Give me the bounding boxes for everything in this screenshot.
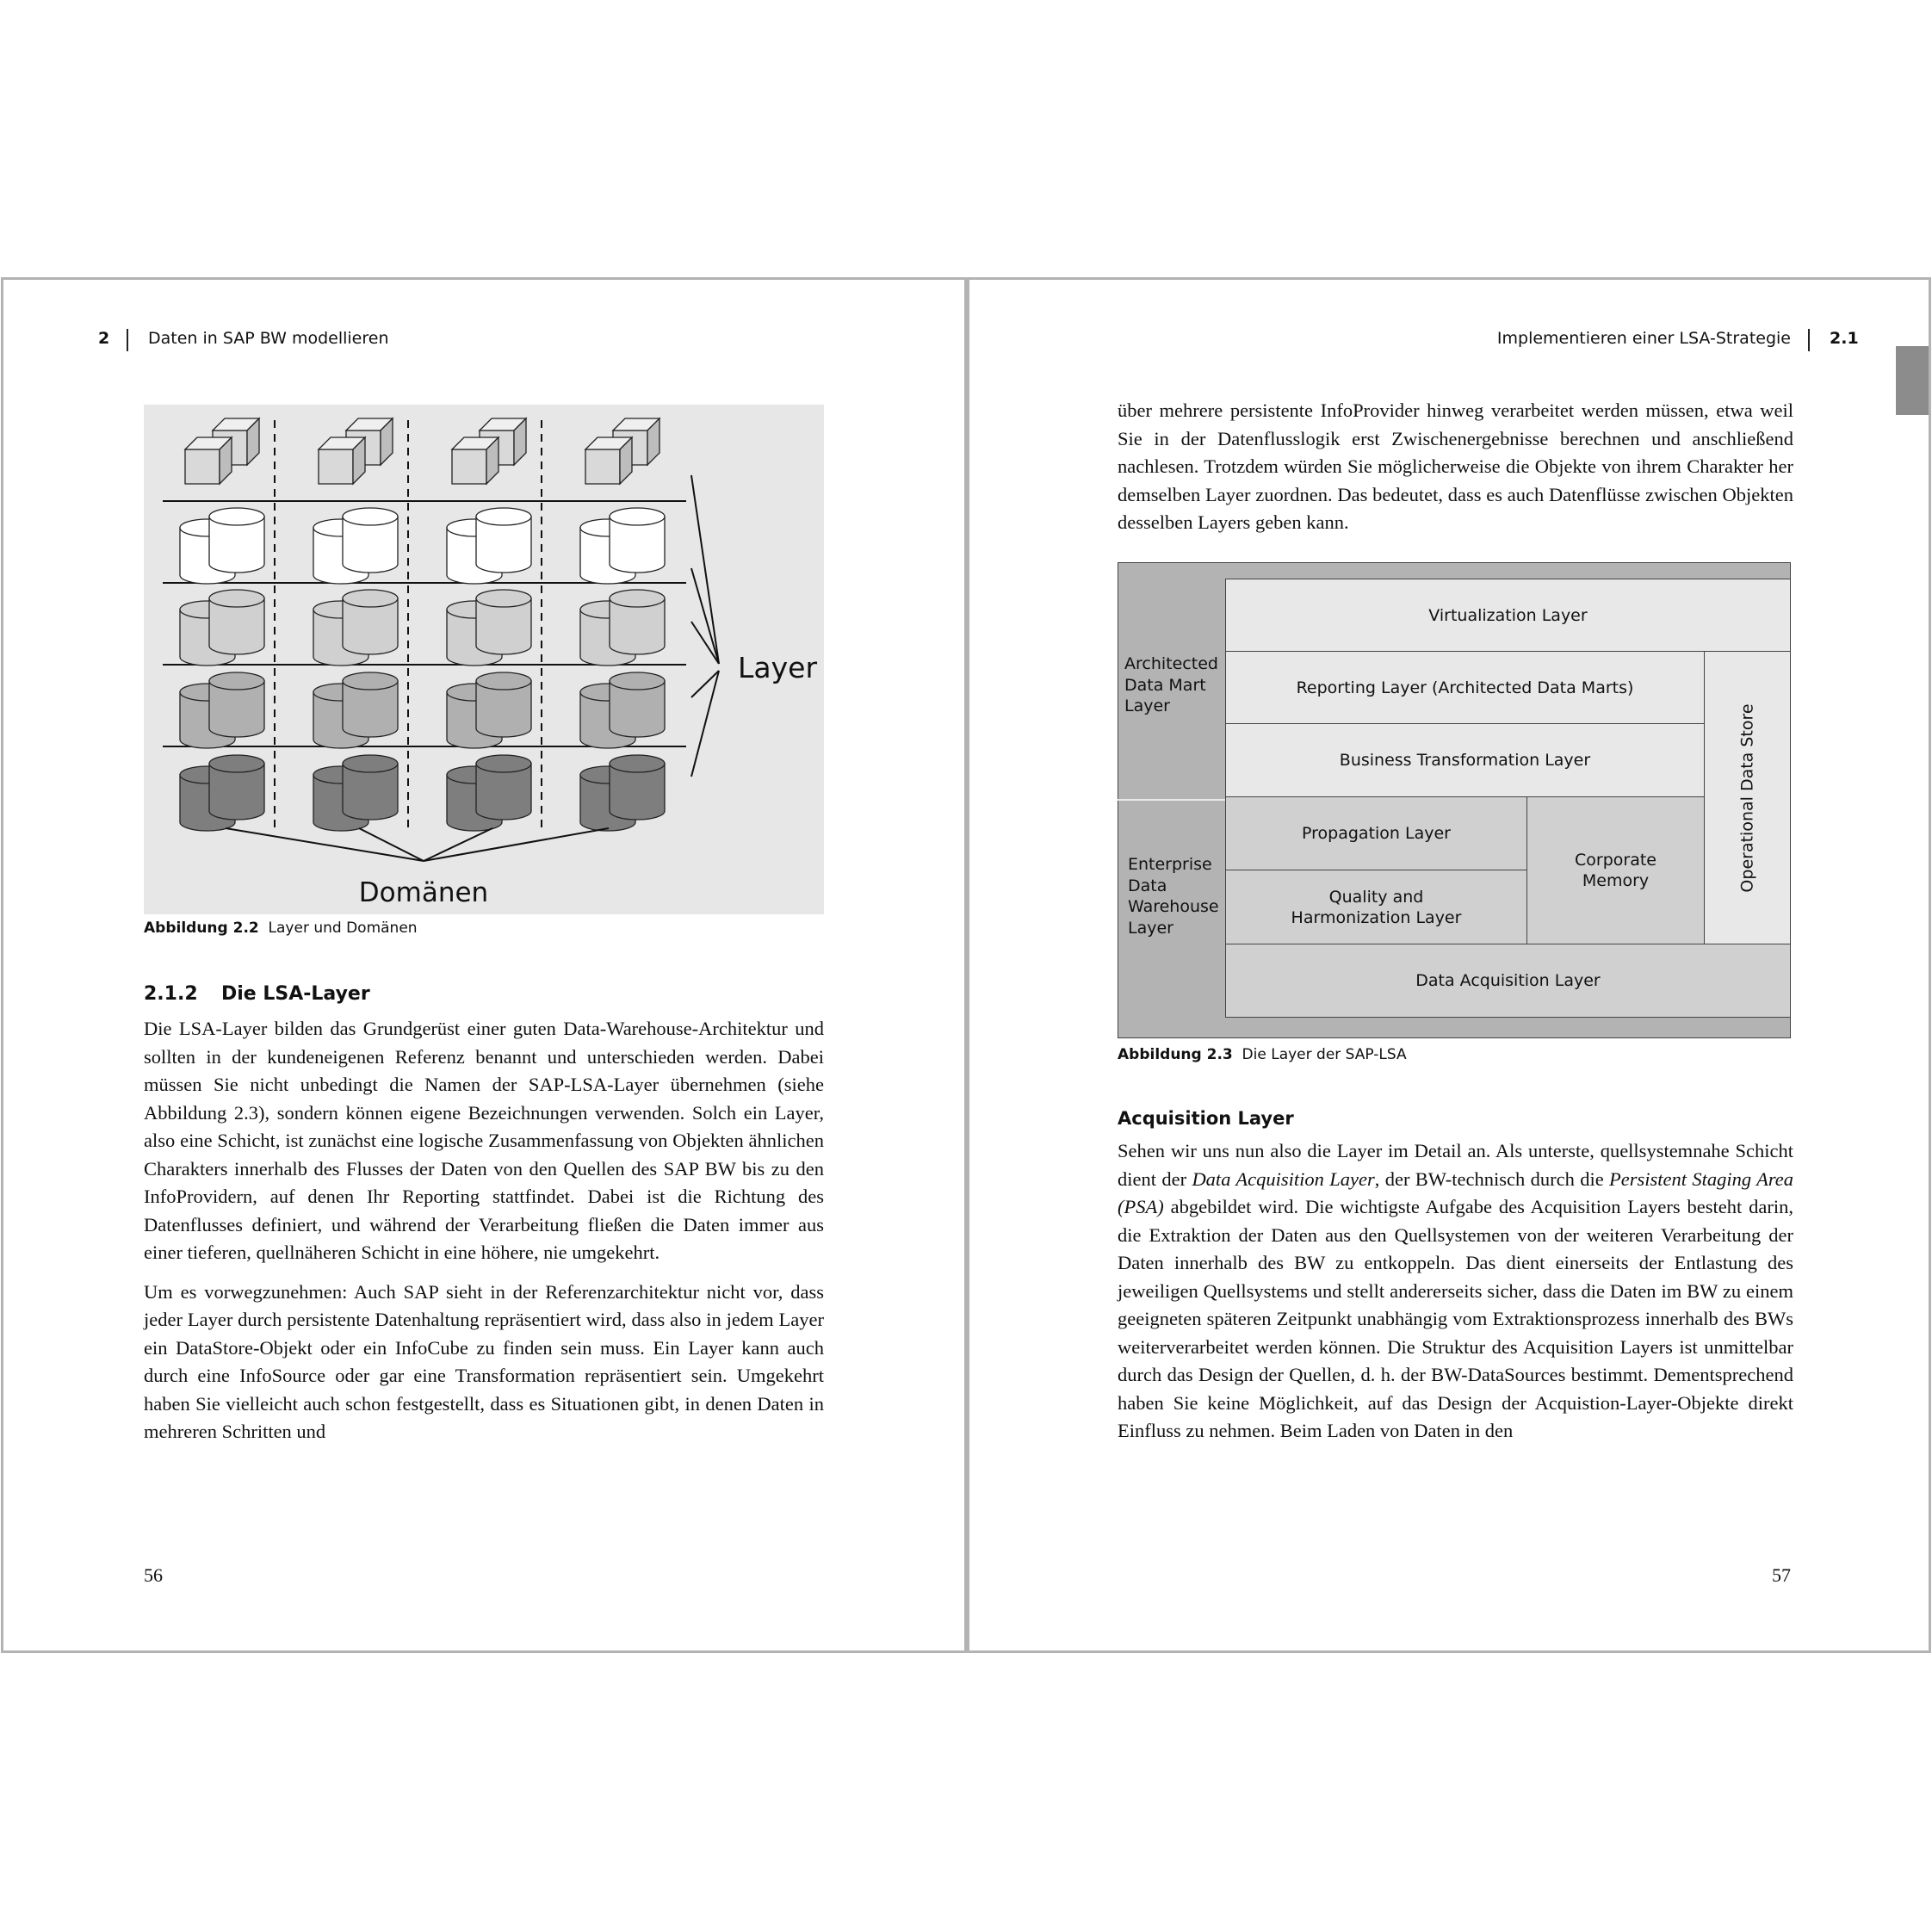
data-acquisition-layer: Data Acquisition Layer <box>1225 944 1791 1018</box>
cylinder-top <box>476 508 531 525</box>
left-label-divider <box>1118 799 1225 801</box>
subsection-title: Acquisition Layer <box>1118 1108 1294 1129</box>
cylinder-top <box>610 590 665 607</box>
chapter-number: 2 <box>98 329 110 348</box>
corporate-memory: Corporate Memory <box>1526 796 1705 944</box>
enterprise-dw-label: Enterprise Data Warehouse Layer <box>1128 855 1219 938</box>
cube-face <box>185 449 220 484</box>
cylinder-top <box>476 672 531 690</box>
right-page <box>967 277 1931 1653</box>
header-divider <box>127 329 128 351</box>
header-divider <box>1808 329 1810 351</box>
cylinder-top <box>209 755 264 772</box>
cylinder-top <box>343 590 398 607</box>
left-page <box>1 277 967 1653</box>
page-number: 57 <box>1772 1564 1791 1586</box>
figure-caption-2-3: Abbildung 2.3 Die Layer der SAP-LSA <box>1118 1046 1407 1063</box>
cube-face <box>319 449 353 484</box>
quality-harmonization-layer: Quality and Harmonization Layer <box>1225 870 1527 944</box>
layer-domain-figure <box>144 405 824 914</box>
layer-label: Layer <box>738 651 818 684</box>
cylinder-top <box>610 508 665 525</box>
lsa-diagram <box>1118 562 1791 1038</box>
domains-label: Domänen <box>358 877 489 908</box>
figure-caption-2-2: Abbildung 2.2 Layer und Domänen <box>144 920 418 937</box>
cylinder-top <box>610 755 665 772</box>
business-transformation-layer: Business Transformation Layer <box>1225 723 1705 797</box>
propagation-layer: Propagation Layer <box>1225 796 1527 870</box>
acquisition-paragraph: Sehen wir uns nun also die Layer im Detail an. Als unterste, quellsystemnahe Schicht dient der Data Acquisition Layer, der BW-technisch durch die Persistent Staging Area (PSA) abgebildet wird. Die wichtigste Aufgabe des Acquisition Layers besteht darin, die Extraktion der Daten aus den Quellsystemen von der weiteren Verarbeitung der Daten innerhalb des BW zu entkoppeln. Das dient einerseits der Entlastung des jeweiligen Quellsystems und stellt andererseits sicher, dass die Daten im BW zu einem geeigneten späteren Zeitpunkt unabhängig vom Extraktionsprozess innerhalb des BWs weiterverarbeitet werden können. Die Struktur des Acquisition Layers ist unmittelbar durch das Design der Quellen, d. h. der BW-DataSources bestimmt. Dementsprechend haben Sie keine Möglichkeit, auf das Design der Acquistion-Layer-Objekte direkt Einfluss zu nehmen. Beim Laden von Daten in den <box>1118 1140 1793 1441</box>
cylinder-top <box>343 508 398 525</box>
cube-face <box>452 449 486 484</box>
cylinder-top <box>209 508 264 525</box>
thumb-index-tab <box>1896 346 1929 415</box>
body-text-left <box>144 1015 824 1446</box>
intro-paragraph: über mehrere persistente InfoProvider hinweg verarbeitet werden müssen, etwa weil Sie in der Datenflusslogik erst Zwischenergebnisse berechnen und anschließend nachlesen. Trotzdem würden Sie möglicherweise die Objekte von ihrem Charakter her demselben Layer zuordnen. Das bedeutet, dass es auch Datenflüsse zwischen Objekten desselben Layers geben kann. <box>1118 399 1793 533</box>
paragraph: Die LSA-Layer bilden das Grundgerüst einer guten Data-Warehouse-Architektur und sollten in der kundeneigenen Referenz benannt und unterschieden werden. Dabei müssen Sie nicht unbedingt die Namen der SAP-LSA-Layer übernehmen (siehe Abbildung 2.3), sondern können eigene Bezeichnungen verwenden. Solch ein Layer, also eine Schicht, ist zunächst eine logische Zusammenfassung von Objekten ähnlichen Charakters innerhalb des Flusses der Daten von den Quellen des SAP BW bis zu den InfoProvidern, auf denen Ihr Reporting stattfindet. Dabei ist die Richtung des Datenflusses definiert, und während der Verarbeitung fließen die Daten immer aus einer tieferen, quellnäheren Schicht in eine höhere, nie umgekehrt. <box>144 1018 824 1263</box>
cylinder-top <box>343 755 398 772</box>
virtualization-layer: Virtualization Layer <box>1225 579 1791 652</box>
cylinder-top <box>343 672 398 690</box>
reporting-layer: Reporting Layer (Architected Data Marts) <box>1225 651 1705 724</box>
cube-face <box>585 449 620 484</box>
architected-data-mart-label: Architected Data Mart Layer <box>1124 654 1218 715</box>
operational-data-store: Operational Data Store <box>1704 651 1791 944</box>
cylinder-top <box>476 755 531 772</box>
section-title: Die LSA-Layer <box>221 983 370 1005</box>
section-header-number: 2.1 <box>1830 329 1859 348</box>
section-header-title: Implementieren einer LSA-Strategie <box>1496 329 1791 348</box>
section-number: 2.1.2 <box>144 983 198 1005</box>
paragraph: Um es vorwegzunehmen: Auch SAP sieht in der Referenzarchitektur nicht vor, dass jeder Layer durch persistente Datenhaltung repräsentiert wird, dass also in jedem Layer ein DataStore-Objekt oder ein InfoCube zu finden sein muss. Ein Layer kann auch durch eine InfoSource oder gar eine Transformation repräsentiert sein. Umgekehrt haben Sie vielleicht auch schon festgestellt, dass es Situationen gibt, in denen Daten in mehreren Schritten und <box>144 1280 824 1442</box>
cylinder-top <box>476 590 531 607</box>
cylinder-top <box>610 672 665 690</box>
cylinder-top <box>209 672 264 690</box>
page-number: 56 <box>144 1564 163 1586</box>
chapter-title: Daten in SAP BW modellieren <box>148 329 389 348</box>
cylinder-top <box>209 590 264 607</box>
